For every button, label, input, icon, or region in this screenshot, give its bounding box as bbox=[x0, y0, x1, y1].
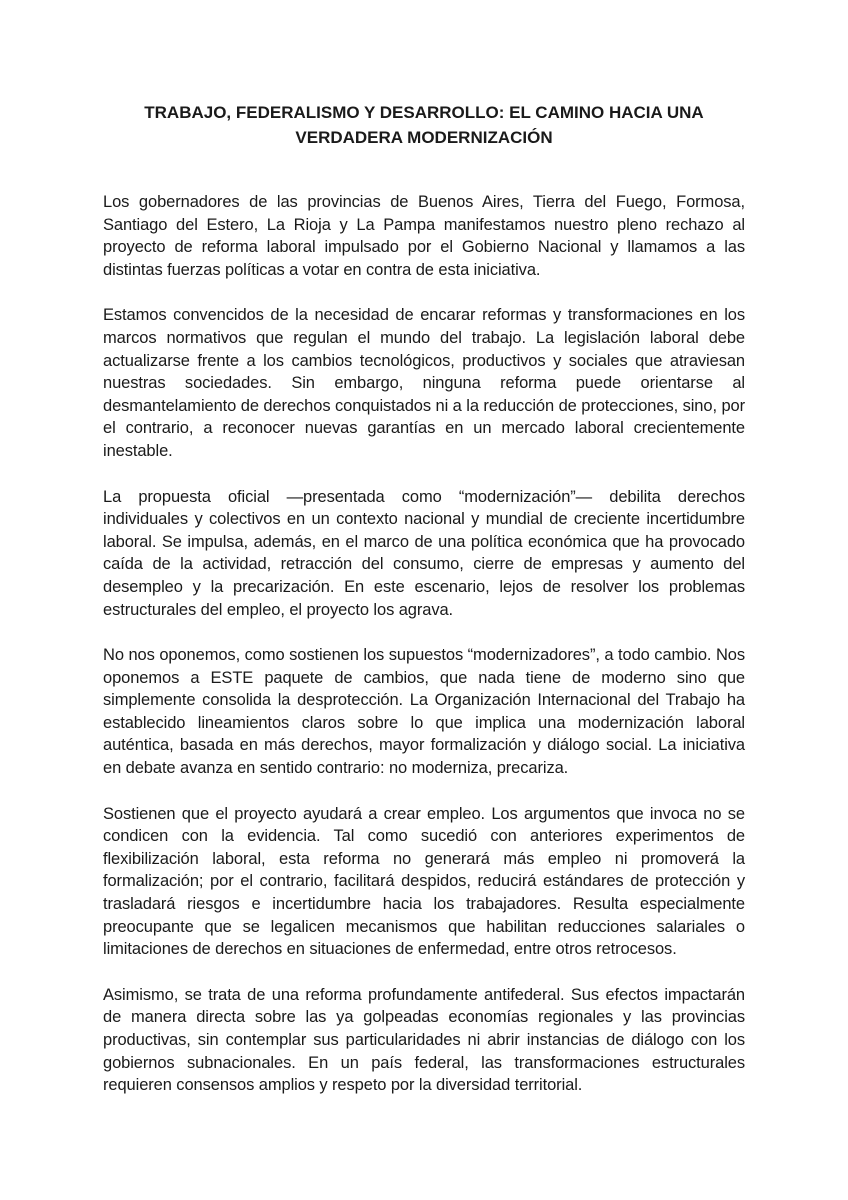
paragraph-opposition: No nos oponemos, como sostienen los supuestos “modernizadores”, a todo cambio. Nos oponemos a ESTE paquete de cambios, que nada tiene de moderno sino que simplemente consolida la desprotección. La Organización Internacional del Trabajo ha establecido lineamientos claros sobre lo que implica una modernización laboral auténtica, basada en más derechos, mayor formalización y diálogo social. La iniciativa en debate avanza en sentido contrario: no moderniza, precariza. bbox=[103, 646, 745, 778]
paragraph-employment: Sostienen que el proyecto ayudará a crear empleo. Los argumentos que invoca no se condicen con la evidencia. Tal como sucedió con anteriores experimentos de flexibilización laboral, esta reforma no generará más empleo ni promoverá la formalización; por el contrario, facilitará despidos, reducirá estándares de protección y trasladará riesgos e incertidumbre hacia los trabajadores. Resulta especialmente preocupante que se legalicen mecanismos que habilitan reducciones salariales o limitaciones de derechos en situaciones de enfermedad, entre otros retrocesos. bbox=[103, 804, 745, 959]
title-line-2: VERDADERA MODERNIZACIÓN bbox=[295, 128, 553, 147]
paragraph-intro: Los gobernadores de las provincias de Buenos Aires, Tierra del Fuego, Formosa, Santiago del Estero, La Rioja y La Pampa manifestamos nuestro pleno rechazo al proyecto de reforma laboral impulsado por el Gobierno Nacional y llamamos a las distintas fuerzas políticas a votar en contra de esta iniciativa. bbox=[103, 193, 745, 279]
document-body bbox=[103, 191, 745, 1120]
paragraph-official-proposal: La propuesta oficial —presentada como “modernización”— debilita derechos individuales y colectivos en un contexto nacional y mundial de creciente incertidumbre laboral. Se impulsa, además, en el marco de una política económica que ha provocado caída de la actividad, retracción del consumo, cierre de empresas y aumento del desempleo y la precarización. En este escenario, lejos de resolver los problemas estructurales del empleo, el proyecto los agrava. bbox=[103, 487, 745, 619]
title-line-1: TRABAJO, FEDERALISMO Y DESARROLLO: EL CAMINO HACIA UNA bbox=[144, 103, 704, 122]
paragraph-reform-need: Estamos convencidos de la necesidad de encarar reformas y transformaciones en los marcos normativos que regulan el mundo del trabajo. La legislación laboral debe actualizarse frente a los cambios tecnológicos, productivos y sociales que atraviesan nuestras sociedades. Sin embargo, ninguna reforma puede orientarse al desmantelamiento de derechos conquistados ni a la reducción de protecciones, sino, por el contrario, a reconocer nuevas garantías en un mercado laboral crecientemente inestable. bbox=[103, 306, 745, 460]
paragraph-federalism: Asimismo, se trata de una reforma profundamente antifederal. Sus efectos impactarán de manera directa sobre las ya golpeadas economías regionales y las provincias productivas, sin contemplar sus particularidades ni abrir instancias de diálogo con los gobiernos subnacionales. En un país federal, las transformaciones estructurales requieren consensos amplios y respeto por la diversidad territorial. bbox=[103, 985, 745, 1095]
document-title bbox=[100, 100, 748, 150]
